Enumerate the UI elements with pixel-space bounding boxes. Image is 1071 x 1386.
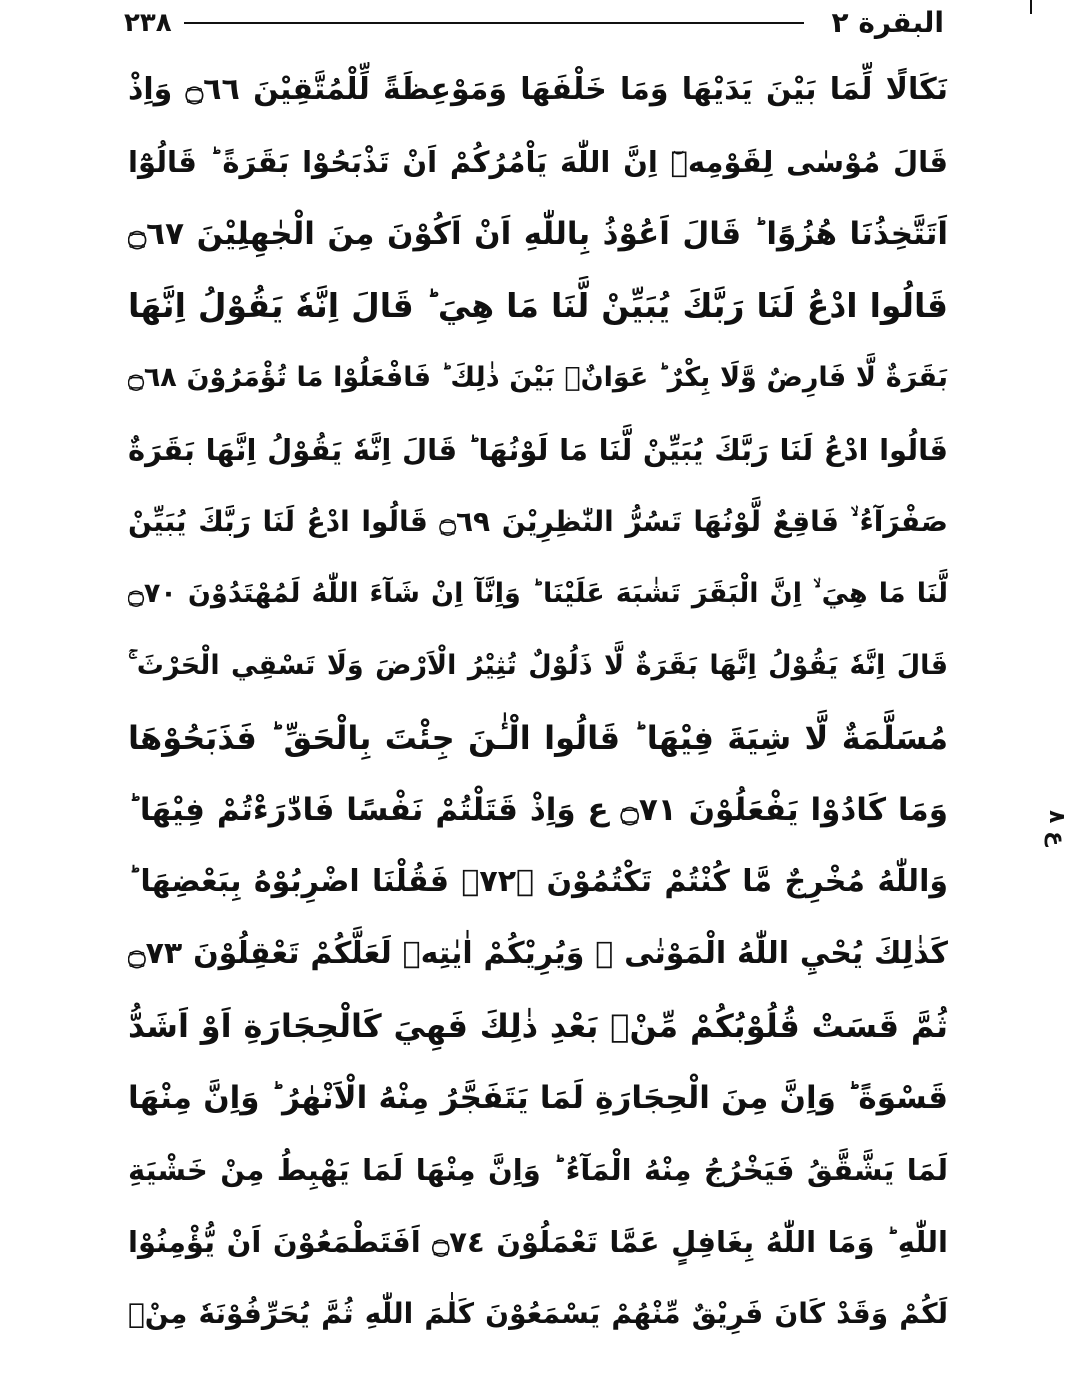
verse-line-15: قَسْوَةً ؕ وَاِنَّ مِنَ الْحِجَارَةِ لَمَا يَتَفَجَّرُ مِنْهُ الْاَنْهٰرُ ؕ وَاِنَّ مِنْهَا: [128, 1080, 948, 1116]
verse-line-1: نَكَالًا لِّمَا بَيْنَ يَدَيْهَا وَمَا خَلْفَهَا وَمَوْعِظَةً لِّلْمُتَّقِيْنَ ۝٦٦ وَاِذْ: [128, 72, 948, 107]
ruku-margin-note: ع ۸: [1044, 810, 1069, 847]
verse-line-10: مُسَلَّمَةٌ لَّا شِيَةَ فِيْهَا ؕ قَالُوا الْـٰٔنَ جِئْتَ بِالْحَقِّ ؕ فَذَبَحُوْهَا: [128, 719, 948, 757]
verse-line-5: بَقَرَةٌ لَّا فَارِضٌ وَّلَا بِكْرٌ ؕ عَوَانٌۢ بَيْنَ ذٰلِكَ ؕ فَافْعَلُوْا مَا تُؤْمَرُوْنَ ۝٦٨: [128, 362, 948, 393]
verse-line-18: لَكُمْ وَقَدْ كَانَ فَرِيْقٌ مِّنْهُمْ يَسْمَعُوْنَ كَلٰمَ اللّٰهِ ثُمَّ يُحَرِّفُوْنَهٗ مِنْۢ: [128, 1297, 948, 1330]
page-header: [124, 6, 944, 40]
verse-line-8: لَّنَا مَا هِيَ ۙ اِنَّ الْبَقَرَ تَشٰبَهَ عَلَيْنَا ؕ وَاِنَّآ اِنْ شَآءَ اللّٰهُ لَمُهْتَدُوْنَ ۝٧٠: [128, 578, 948, 609]
corner-mark: [1030, 0, 1032, 14]
verse-line-16: لَمَا يَشَّقَّقُ فَيَخْرُجُ مِنْهُ الْمَآءُ ؕ وَاِنَّ مِنْهَا لَمَا يَهْبِطُ مِنْ خَشْيَةِ: [128, 1153, 948, 1187]
verse-line-7: صَفْرَآءُ ۙ فَاقِعٌ لَّوْنُهَا تَسُرُّ النّٰظِرِيْنَ ۝٦٩ قَالُوا ادْعُ لَنَا رَبَّكَ يُبَيِّنْ: [128, 505, 948, 538]
page-number: ۲۳۸: [124, 8, 172, 38]
verse-line-14: ثُمَّ قَسَتْ قُلُوْبُكُمْ مِّنْۢ بَعْدِ ذٰلِكَ فَهِيَ كَالْحِجَارَةِ اَوْ اَشَدُّ: [128, 1007, 948, 1045]
verse-line-3: اَتَتَّخِذُنَا هُزُوًا ؕ قَالَ اَعُوْذُ بِاللّٰهِ اَنْ اَكُوْنَ مِنَ الْجٰهِلِيْنَ ۝٦٧: [128, 216, 948, 252]
verse-line-9: قَالَ اِنَّهٗ يَقُوْلُ اِنَّهَا بَقَرَةٌ لَّا ذَلُوْلٌ تُثِيْرُ الْاَرْضَ وَلَا تَسْقِي الْحَرْثَ ۚ: [128, 650, 948, 681]
verse-line-12: وَاللّٰهُ مُخْرِجٌ مَّا كُنْتُمْ تَكْتُمُوْنَ ۝٧٢ۚ فَقُلْنَا اضْرِبُوْهُ بِبَعْضِهَا ؕ: [128, 864, 948, 899]
verse-line-4: قَالُوا ادْعُ لَنَا رَبَّكَ يُبَيِّنْ لَّنَا مَا هِيَ ؕ قَالَ اِنَّهٗ يَقُوْلُ اِنَّهَا: [128, 286, 948, 325]
verse-line-2: قَالَ مُوْسٰى لِقَوْمِهٖٓ اِنَّ اللّٰهَ يَاْمُرُكُمْ اَنْ تَذْبَحُوْا بَقَرَةً ؕ قَالُوْٓا: [128, 145, 948, 179]
verse-line-11: وَمَا كَادُوْا يَفْعَلُوْنَ ۝٧١ ع وَاِذْ قَتَلْتُمْ نَفْسًا فَادّٰرَءْتُمْ فِيْهَا ؕ: [128, 792, 948, 828]
verse-line-6: قَالُوا ادْعُ لَنَا رَبَّكَ يُبَيِّنْ لَّنَا مَا لَوْنُهَا ؕ قَالَ اِنَّهٗ يَقُوْلُ اِنَّهَا بَقَرَةٌ: [128, 433, 948, 467]
surah-title: البقرة ۲: [831, 6, 944, 39]
verse-text-body: [128, 60, 948, 1370]
header-rule: [184, 22, 804, 24]
verse-line-17: اللّٰهِ ؕ وَمَا اللّٰهُ بِغَافِلٍ عَمَّا تَعْمَلُوْنَ ۝٧٤ اَفَتَطْمَعُوْنَ اَنْ يُّؤْمِنُوْا: [128, 1225, 948, 1259]
verse-line-13: كَذٰلِكَ يُحْيِ اللّٰهُ الْمَوْتٰى ۙ وَيُرِيْكُمْ اٰيٰتِهٖ لَعَلَّكُمْ تَعْقِلُوْنَ ۝٧٣: [128, 936, 948, 971]
